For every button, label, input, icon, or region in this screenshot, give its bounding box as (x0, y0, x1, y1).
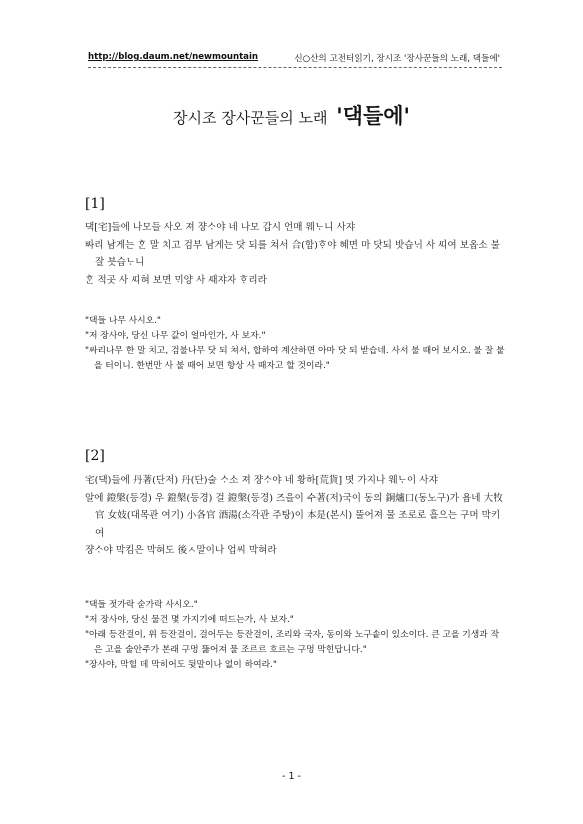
original-line: ᄡᅡ리 남게는 ᄒᆞᆫ 말 치고 검부 남게는 닷 되를 쳐서 合(합)ᄒᆞ야 혜면 마 닷되 밧습ᄂᆡ 사 ᄯᅵ여 보옵소 불 잘 븟습ᄂᆞ니 (85, 239, 500, 268)
section-number-2: [2] (85, 448, 105, 464)
translation-line: "싸리나무 한 말 치고, 검불나무 닷 되 쳐서, 합하여 계산하면 아마 닷 되 받습네. 사서 불 때어 보시오. 불 잘 붙을 터이니. 한번만 사 불 때어 보면 항상 사 때자고 할 것이라." (85, 346, 505, 371)
title-main: 장시조 장사꾼들의 노래 (173, 109, 328, 127)
document-title (0, 100, 583, 130)
page-number: - 1 - (282, 771, 301, 782)
original-line: 댁[宅]들에 나모들 사오 져 쟝ᄉᆞ야 네 나모 갑시 언매 웨ᄂᆞ니 사쟈 (85, 222, 355, 233)
translation-line: "저 장사야, 당신 물건 몇 가지기에 떠드는가, 사 보자." (85, 615, 294, 625)
original-text-1 (85, 219, 505, 289)
translation-line: "저 장사야, 당신 나무 값이 얼마인가, 사 보자." (85, 331, 266, 341)
original-line: 알에 鐙槃(등경) 우 鐙槃(등경) 걸 鐙槃(등경) 즈을이 수著(저)국이 동의 銅爐口(동노구)가 욥네 大牧官 女妓(대목관 여기) 小各官 酒湯(소각관 주탕)이 本是(본시) 뚤어져 물 조로로 흘으는 구머 막키여 (85, 492, 503, 539)
modern-translation-2 (85, 598, 505, 673)
translation-line: "댁들 젓가락 숟가락 사시오." (85, 600, 198, 610)
original-line: 宅(댁)들에 丹著(단저) 丹(단)술 ᄉᆞ소 져 쟝ᄉᆞ야 네 황하[荒貨] 몃 가지나 웨ᄂᆞ이 사쟈 (85, 475, 438, 486)
original-line: ᄒᆞᆫ 적곳 사 ᄯᅵ혀 보면 ᄆᆡ양 사 ᄯᅢ쟈자 ᄒᆞ리라 (85, 274, 267, 286)
blog-url-link[interactable]: http://blog.daum.net/newmountain (88, 52, 259, 62)
section-number-1: [1] (85, 196, 105, 212)
title-emphasis: '댁들에' (336, 104, 410, 128)
translation-line: "장사야, 막힐 데 막히어도 뒷말이나 없이 하여라." (85, 660, 277, 670)
header-caption: 신○산의 고전터읽기, 장시조 '장사꾼들의 노래, 댁들에' (294, 54, 500, 64)
translation-line: "댁들 나무 사시오." (85, 316, 161, 326)
modern-translation-1 (85, 314, 505, 374)
original-line: 쟝ᄉᆞ야 막킴은 막혀도 後ㅅ말이나 업씨 막혀라 (85, 545, 277, 556)
translation-line: "아래 등잔걸이, 위 등잔걸이, 걸어두는 등잔걸이, 조리와 국자, 동이와 노구솥이 있소이다. 큰 고을 기생과 작은 고을 술안주가 본래 구멍 뚫어져 물 조르르 흐르는 구멍 막힌답니다." (85, 630, 500, 655)
original-text-2 (85, 472, 505, 560)
header-divider (88, 67, 502, 68)
